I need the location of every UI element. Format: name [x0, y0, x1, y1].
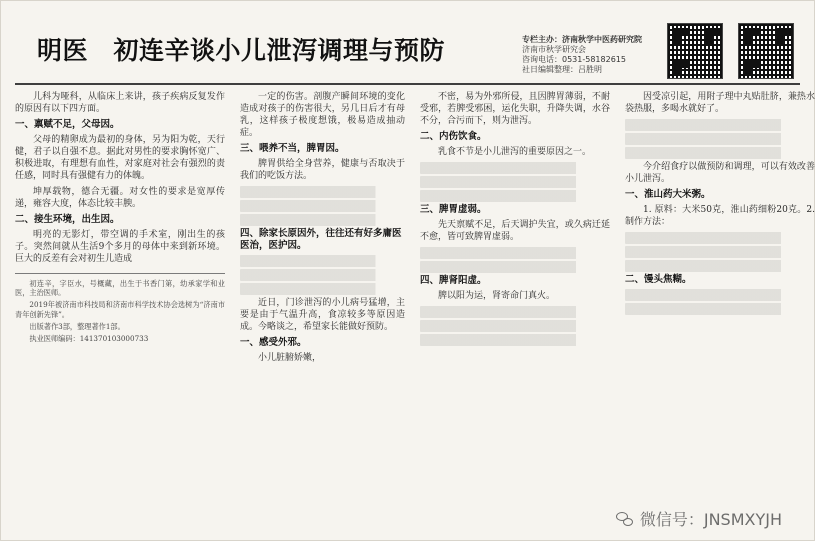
section-title: 三、脾胃虚弱。	[420, 204, 487, 215]
sponsor-block	[522, 35, 687, 75]
column-1	[15, 91, 225, 515]
illegible-text-line	[420, 176, 610, 188]
sponsor-line-1: 专栏主办：济南秋学中医药研究院	[522, 35, 642, 44]
qr-code-left	[667, 23, 723, 79]
illegible-text-line	[240, 200, 405, 212]
paragraph: 脾胃供给全身营养，健康与否取决于我们的吃饭方法。	[240, 159, 405, 181]
paragraph: 儿科为哑科，从临床上来讲，孩子疾病反复发作的原因有以下四方面。	[15, 92, 225, 114]
wechat-icon	[616, 510, 634, 528]
illegible-text-line	[625, 260, 815, 272]
paragraph: 父母的精卵成为最初的身体，另为阳为乾，天行健，君子以自强不息。据此对男性的要求胸怀宽广、积极进取，有理想有血性，对家庭对社会有强烈的责任感，同时具有强健有力的体魄。	[15, 135, 225, 181]
paragraph: 不密，易为外邪所侵，且因脾胃薄弱，不耐受邪，若脾受邪困，运化失职，升降失调，水谷不分，合污而下，则为泄泻。	[420, 92, 610, 126]
illegible-text-line	[240, 214, 405, 226]
section-title: 四、脾肾阳虚。	[420, 275, 487, 286]
paragraph: 因受凉引起，用附子理中丸贴肚脐，兼热水袋热服，多喝水就好了。	[625, 92, 815, 114]
section-title: 二、内伤饮食。	[420, 131, 487, 142]
illegible-text-line	[625, 289, 815, 301]
bio-paragraph: 执业医师编码：141370103000733	[29, 334, 149, 344]
sponsor-line-2: 济南市秋学研究会	[522, 45, 586, 54]
section-title: 二、接生环境，出生因。	[15, 214, 120, 225]
paragraph: 乳食不节是小儿泄泻的重要原因之一。	[438, 147, 592, 157]
illegible-text-line	[420, 334, 610, 346]
illegible-text-line	[240, 269, 405, 281]
illegible-text-line	[240, 283, 405, 295]
sponsor-line-4: 社日编辑整理：吕胜明	[522, 65, 602, 74]
paragraph: 一定的伤害。剖腹产瞬间环境的变化造成对孩子的伤害很大，另几日后才有母乳，这样孩子极度想饿，极易造成抽动症。	[240, 92, 405, 138]
paragraph: 今介绍食疗以做预防和调理，可以有效改善小儿泄泻。	[625, 162, 815, 184]
paragraph: 坤厚载物，德合无疆。对女性的要求是宽厚传递，雍容大度，体态比较丰腴。	[15, 187, 225, 209]
bio-paragraph: 初连辛，字臣水，号概藏，出生于书香门第，幼承家学和业医，主治医师。	[15, 279, 225, 298]
sponsor-line-3: 咨询电话：0531-58182615	[522, 55, 626, 64]
illegible-text-line	[625, 246, 815, 258]
paragraph: 1. 原料：大米50克，淮山药细粉20克。2. 制作方法：	[625, 205, 815, 227]
illegible-text-line	[625, 133, 815, 145]
illegible-text-line	[625, 232, 815, 244]
bio-paragraph: 2019年被济南市科技局和济南市科学技术协会选树为“济南市青年创新先锋”。	[15, 300, 225, 319]
paragraph: 近日，门诊泄泻的小儿病号猛增，主要是由于气温升高，食凉较多等原因造成。今略谈之，希望家长能做好预防。	[240, 298, 405, 332]
paragraph: 明亮的无影灯，带空调的手术室，刚出生的孩子。突然间就从生活9个多月的母体中来到新环境。巨大的反差有会对初生儿造成	[15, 230, 225, 264]
watermark-text: 微信号：JNSMXYJH	[639, 510, 782, 529]
illegible-text-line	[420, 261, 610, 273]
qr-code-right	[738, 23, 794, 79]
section-title: 二、馒头焦糊。	[625, 274, 692, 285]
headline: 明医 初连辛谈小儿泄泻调理与预防	[37, 36, 446, 65]
illegible-text-line	[625, 147, 815, 159]
bio-paragraph: 出版著作3部，整理著作1部。	[29, 321, 125, 331]
illegible-text-line	[420, 320, 610, 332]
section-title: 一、淮山药大米粥。	[625, 189, 711, 200]
illegible-text-line	[420, 190, 610, 202]
author-bio	[15, 273, 225, 343]
section-title: 一、禀赋不足，父母因。	[15, 119, 120, 130]
illegible-text-line	[625, 303, 815, 315]
section-title: 三、喂养不当，脾胃因。	[240, 143, 345, 154]
column-2	[240, 91, 405, 515]
paragraph: 脾以阳为运，肾寄命门真火。	[438, 291, 556, 301]
wechat-watermark	[616, 507, 782, 530]
illegible-text-line	[240, 255, 405, 267]
section-title: 四、除家长原因外，往往还有好多庸医医治，医护因。	[240, 228, 402, 251]
illegible-text-line	[420, 247, 610, 259]
column-3	[420, 91, 610, 515]
column-4	[625, 91, 815, 515]
section-title: 一、感受外邪。	[240, 337, 307, 348]
page-header	[15, 11, 800, 85]
illegible-text-line	[240, 186, 405, 198]
illegible-text-line	[625, 119, 815, 131]
illegible-text-line	[420, 162, 610, 174]
paragraph: 小儿脏腑娇嫩，	[258, 353, 322, 363]
illegible-text-line	[420, 306, 610, 318]
paragraph: 先天禀赋不足，后天调护失宜，或久病迁延不愈，皆可致脾胃虚弱。	[420, 220, 610, 242]
article-columns	[15, 91, 815, 515]
qr-code-group	[667, 23, 794, 79]
